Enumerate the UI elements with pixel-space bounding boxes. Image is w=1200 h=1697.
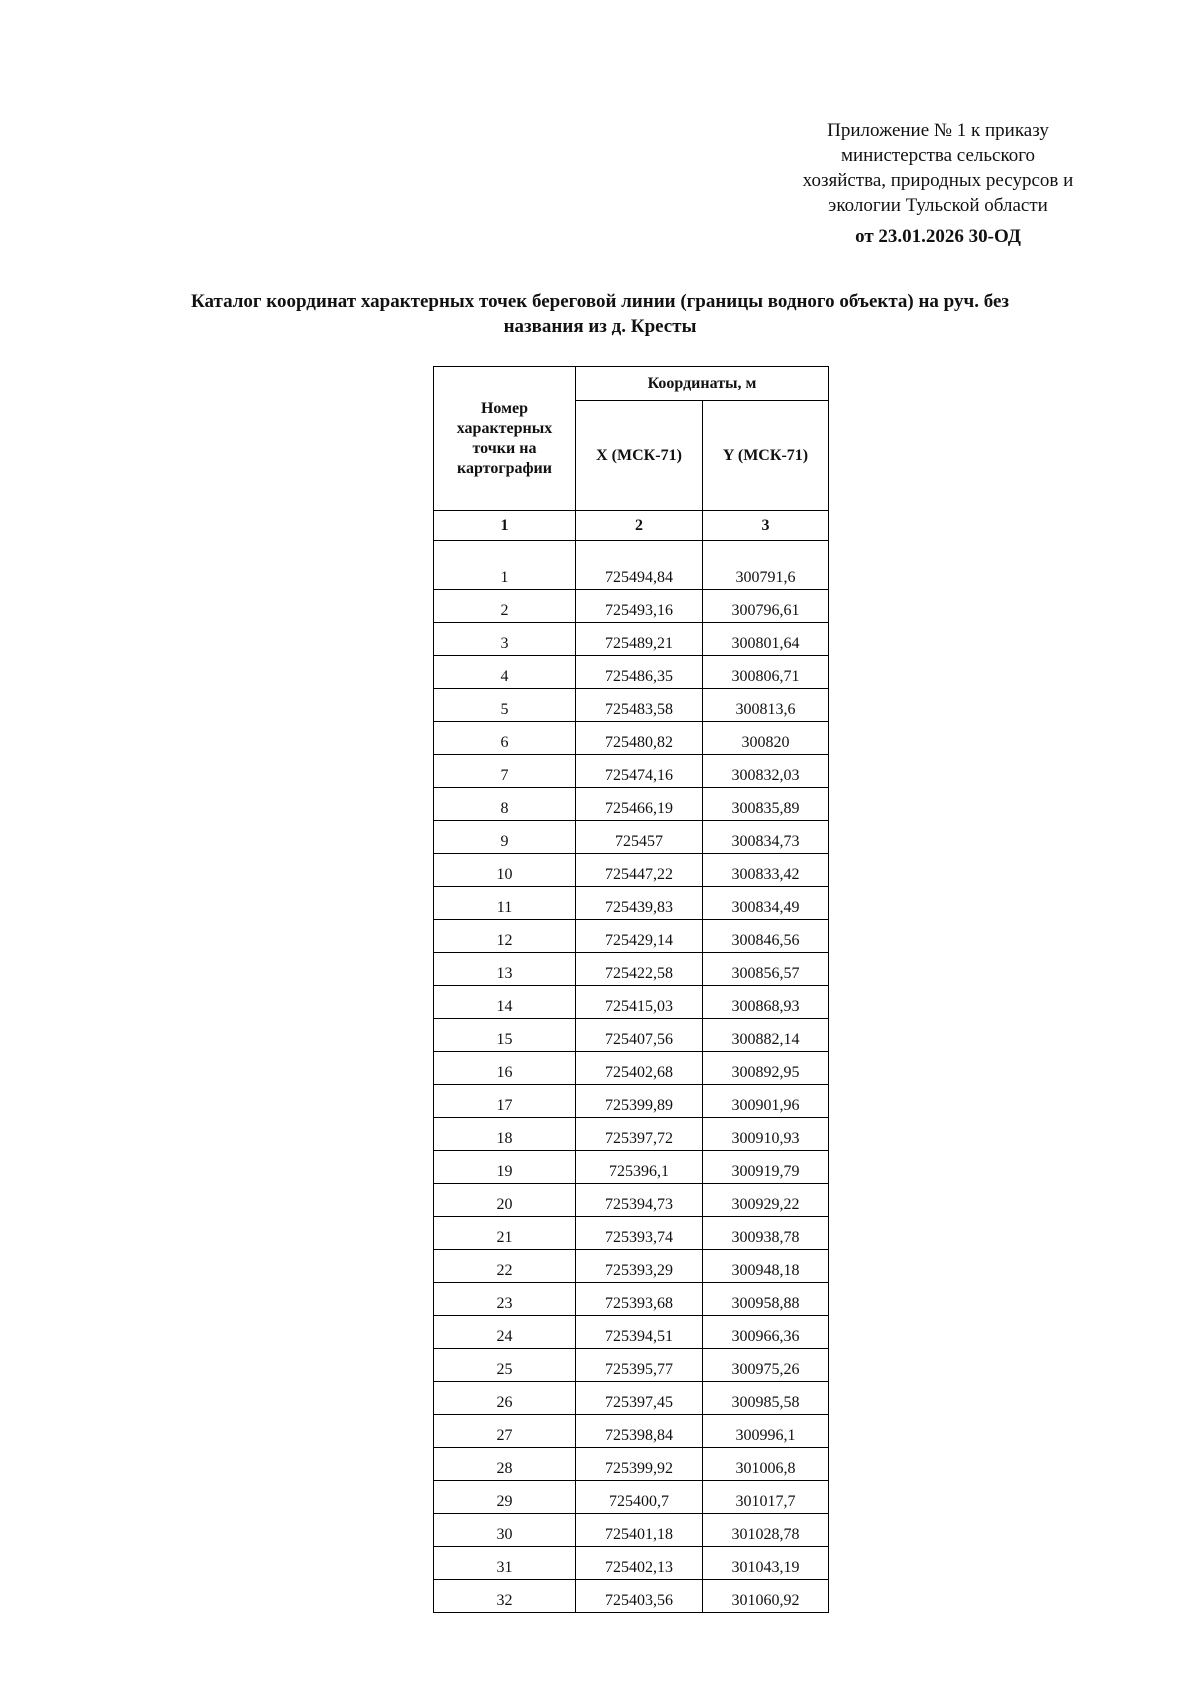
table-row	[434, 1382, 829, 1415]
table-row	[434, 689, 829, 722]
x-coordinate-cell: 725466,19	[576, 788, 703, 821]
table-row	[434, 656, 829, 689]
x-coordinate-cell: 725457	[576, 821, 703, 854]
x-coordinate-cell: 725396,1	[576, 1151, 703, 1184]
table-row	[434, 887, 829, 920]
x-coordinate-cell: 725393,29	[576, 1250, 703, 1283]
point-number-cell: 27	[434, 1415, 576, 1448]
table-row	[434, 854, 829, 887]
table-row	[434, 1481, 829, 1514]
order-date: от 23.01.2026 30-ОД	[855, 226, 1021, 247]
point-number-cell: 7	[434, 755, 576, 788]
point-number-cell: 29	[434, 1481, 576, 1514]
table-row	[434, 623, 829, 656]
table-row	[434, 1184, 829, 1217]
spacer-row	[434, 541, 829, 557]
x-coordinate-cell: 725489,21	[576, 623, 703, 656]
header-x: X (МСК-71)	[576, 401, 703, 511]
y-coordinate-cell: 300856,57	[703, 953, 829, 986]
table-row	[434, 556, 829, 590]
table-row	[434, 1283, 829, 1316]
point-number-cell: 22	[434, 1250, 576, 1283]
spacer-cell	[703, 541, 829, 557]
point-number-cell: 17	[434, 1085, 576, 1118]
table-row	[434, 722, 829, 755]
table-row	[434, 953, 829, 986]
coordinates-table	[433, 366, 829, 1613]
x-coordinate-cell: 725398,84	[576, 1415, 703, 1448]
point-number-cell: 11	[434, 887, 576, 920]
y-coordinate-cell: 300832,03	[703, 755, 829, 788]
spacer-cell	[576, 541, 703, 557]
x-coordinate-cell: 725439,83	[576, 887, 703, 920]
point-number-cell: 25	[434, 1349, 576, 1382]
table-row	[434, 788, 829, 821]
table-row	[434, 590, 829, 623]
table-row	[434, 821, 829, 854]
y-coordinate-cell: 300958,88	[703, 1283, 829, 1316]
point-number-cell: 24	[434, 1316, 576, 1349]
table-row	[434, 1316, 829, 1349]
x-coordinate-cell: 725397,45	[576, 1382, 703, 1415]
x-coordinate-cell: 725399,89	[576, 1085, 703, 1118]
table-row	[434, 1052, 829, 1085]
x-coordinate-cell: 725393,68	[576, 1283, 703, 1316]
point-number-cell: 32	[434, 1580, 576, 1613]
y-coordinate-cell: 300868,93	[703, 986, 829, 1019]
y-coordinate-cell: 300820	[703, 722, 829, 755]
table-row	[434, 1514, 829, 1547]
x-coordinate-cell: 725403,56	[576, 1580, 703, 1613]
table-row	[434, 1580, 829, 1613]
x-coordinate-cell: 725493,16	[576, 590, 703, 623]
document-title	[110, 289, 1090, 339]
header-y: Y (МСК-71)	[703, 401, 829, 511]
point-number-cell: 23	[434, 1283, 576, 1316]
column-index: 2	[576, 511, 703, 541]
spacer-cell	[434, 541, 576, 557]
point-number-cell: 1	[434, 556, 576, 590]
y-coordinate-cell: 300966,36	[703, 1316, 829, 1349]
header-point-number: Номер характерных точки на картографии	[434, 367, 576, 511]
appendix-line: Приложение № 1 к приказу	[827, 120, 1049, 141]
document-title-line-1: Каталог координат характерных точек береговой линии (границы водного объекта) на руч. без	[190, 291, 1010, 312]
y-coordinate-cell: 300791,6	[703, 556, 829, 590]
y-coordinate-cell: 300834,73	[703, 821, 829, 854]
y-coordinate-cell: 300938,78	[703, 1217, 829, 1250]
x-coordinate-cell: 725494,84	[576, 556, 703, 590]
y-coordinate-cell: 300985,58	[703, 1382, 829, 1415]
y-coordinate-cell: 301060,92	[703, 1580, 829, 1613]
point-number-cell: 8	[434, 788, 576, 821]
point-number-cell: 28	[434, 1448, 576, 1481]
y-coordinate-cell: 300833,42	[703, 854, 829, 887]
y-coordinate-cell: 300892,95	[703, 1052, 829, 1085]
point-number-cell: 30	[434, 1514, 576, 1547]
table-row	[434, 920, 829, 953]
x-coordinate-cell: 725407,56	[576, 1019, 703, 1052]
point-number-cell: 21	[434, 1217, 576, 1250]
x-coordinate-cell: 725399,92	[576, 1448, 703, 1481]
y-coordinate-cell: 301043,19	[703, 1547, 829, 1580]
y-coordinate-cell: 300813,6	[703, 689, 829, 722]
y-coordinate-cell: 301006,8	[703, 1448, 829, 1481]
x-coordinate-cell: 725415,03	[576, 986, 703, 1019]
point-number-cell: 12	[434, 920, 576, 953]
table-row	[434, 986, 829, 1019]
point-number-cell: 13	[434, 953, 576, 986]
point-number-cell: 6	[434, 722, 576, 755]
point-number-cell: 19	[434, 1151, 576, 1184]
point-number-cell: 26	[434, 1382, 576, 1415]
table-body	[434, 541, 829, 1613]
x-coordinate-cell: 725429,14	[576, 920, 703, 953]
table-row	[434, 1118, 829, 1151]
y-coordinate-cell: 300919,79	[703, 1151, 829, 1184]
y-coordinate-cell: 300882,14	[703, 1019, 829, 1052]
x-coordinate-cell: 725402,13	[576, 1547, 703, 1580]
y-coordinate-cell: 300948,18	[703, 1250, 829, 1283]
x-coordinate-cell: 725402,68	[576, 1052, 703, 1085]
y-coordinate-cell: 301028,78	[703, 1514, 829, 1547]
table-row	[434, 755, 829, 788]
y-coordinate-cell: 300806,71	[703, 656, 829, 689]
x-coordinate-cell: 725486,35	[576, 656, 703, 689]
document-title-line-2: названия из д. Кресты	[503, 316, 697, 337]
column-index: 1	[434, 511, 576, 541]
y-coordinate-cell: 300901,96	[703, 1085, 829, 1118]
point-number-cell: 3	[434, 623, 576, 656]
y-coordinate-cell: 300846,56	[703, 920, 829, 953]
point-number-cell: 10	[434, 854, 576, 887]
column-index: 3	[703, 511, 829, 541]
x-coordinate-cell: 725447,22	[576, 854, 703, 887]
table-row	[434, 1349, 829, 1382]
x-coordinate-cell: 725394,51	[576, 1316, 703, 1349]
x-coordinate-cell: 725393,74	[576, 1217, 703, 1250]
x-coordinate-cell: 725395,77	[576, 1349, 703, 1382]
table-row	[434, 1250, 829, 1283]
appendix-reference	[770, 118, 1106, 218]
x-coordinate-cell: 725422,58	[576, 953, 703, 986]
table-row	[434, 1448, 829, 1481]
point-number-cell: 31	[434, 1547, 576, 1580]
y-coordinate-cell: 300929,22	[703, 1184, 829, 1217]
point-number-cell: 4	[434, 656, 576, 689]
x-coordinate-cell: 725480,82	[576, 722, 703, 755]
table-row	[434, 1085, 829, 1118]
point-number-cell: 15	[434, 1019, 576, 1052]
point-number-cell: 9	[434, 821, 576, 854]
header-coordinates: Координаты, м	[576, 367, 829, 401]
x-coordinate-cell: 725401,18	[576, 1514, 703, 1547]
point-number-cell: 14	[434, 986, 576, 1019]
table-row	[434, 1547, 829, 1580]
y-coordinate-cell: 300975,26	[703, 1349, 829, 1382]
appendix-line: хозяйства, природных ресурсов и	[802, 170, 1074, 191]
y-coordinate-cell: 300996,1	[703, 1415, 829, 1448]
x-coordinate-cell: 725400,7	[576, 1481, 703, 1514]
y-coordinate-cell: 300910,93	[703, 1118, 829, 1151]
appendix-line: министерства сельского	[840, 145, 1036, 166]
point-number-cell: 5	[434, 689, 576, 722]
point-number-cell: 20	[434, 1184, 576, 1217]
y-coordinate-cell: 300801,64	[703, 623, 829, 656]
appendix-line: экологии Тульской области	[828, 195, 1048, 216]
y-coordinate-cell: 301017,7	[703, 1481, 829, 1514]
y-coordinate-cell: 300835,89	[703, 788, 829, 821]
table-row	[434, 1151, 829, 1184]
y-coordinate-cell: 300834,49	[703, 887, 829, 920]
x-coordinate-cell: 725394,73	[576, 1184, 703, 1217]
x-coordinate-cell: 725483,58	[576, 689, 703, 722]
point-number-cell: 16	[434, 1052, 576, 1085]
point-number-cell: 2	[434, 590, 576, 623]
point-number-cell: 18	[434, 1118, 576, 1151]
table-row	[434, 1415, 829, 1448]
x-coordinate-cell: 725474,16	[576, 755, 703, 788]
table-row	[434, 1019, 829, 1052]
x-coordinate-cell: 725397,72	[576, 1118, 703, 1151]
y-coordinate-cell: 300796,61	[703, 590, 829, 623]
table-row	[434, 1217, 829, 1250]
